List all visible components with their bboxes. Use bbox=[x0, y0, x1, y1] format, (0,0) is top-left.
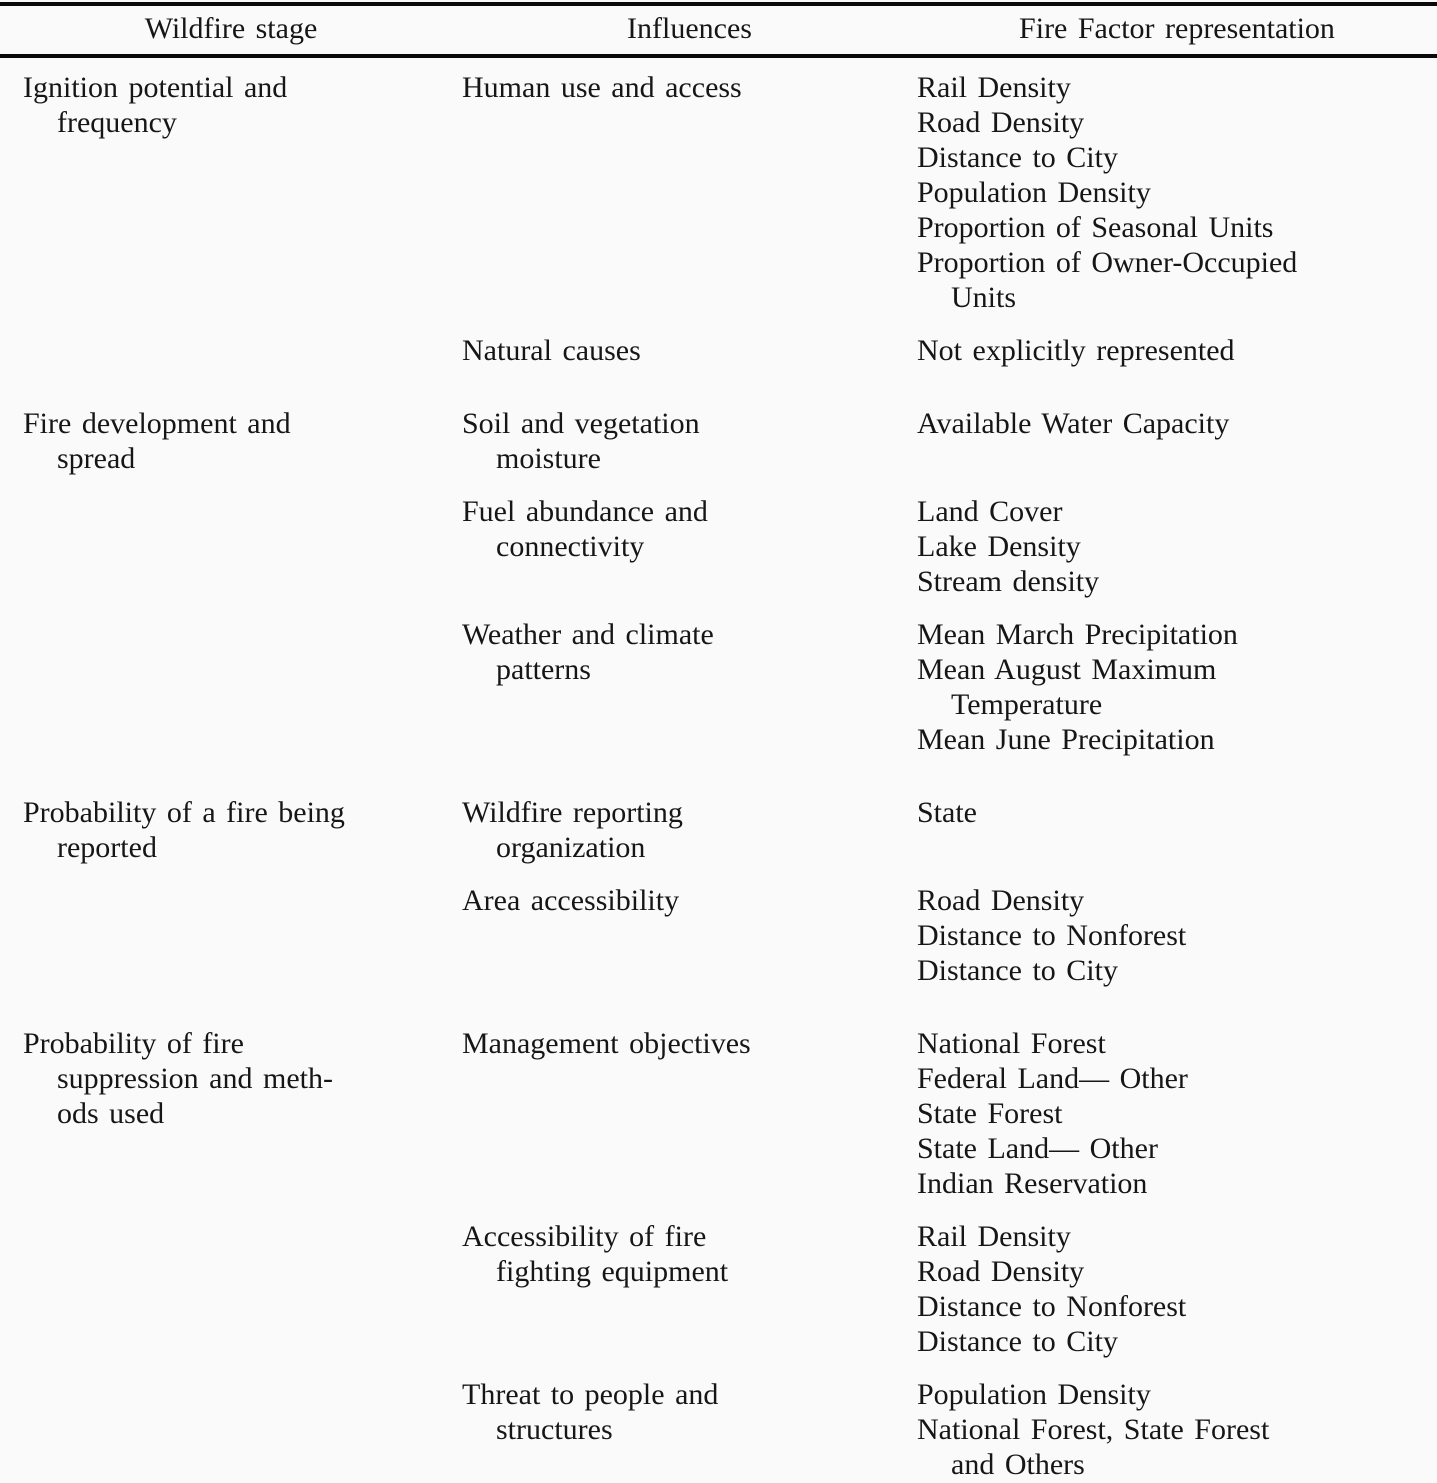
fire-factor-cell bbox=[917, 883, 1437, 988]
wildfire-stage-cell bbox=[0, 795, 462, 865]
fire-factor-line: Mean March Precipitation bbox=[917, 618, 1238, 651]
influence-cell bbox=[462, 1026, 917, 1201]
influence-line: Fuel abundance and bbox=[462, 495, 708, 528]
fire-factor-cell bbox=[917, 1377, 1437, 1482]
stage-group bbox=[0, 70, 1437, 368]
fire-factor-cell bbox=[917, 1219, 1437, 1359]
influence-cell bbox=[462, 406, 917, 476]
fire-factor-line: Mean June Precipitation bbox=[917, 723, 1215, 756]
influence-line: structures bbox=[496, 1413, 613, 1446]
fire-factor-line: and Others bbox=[951, 1448, 1085, 1481]
influence-line: patterns bbox=[496, 653, 591, 686]
influence-line: organization bbox=[496, 831, 646, 864]
influence-line: Threat to people and bbox=[462, 1378, 719, 1411]
fire-factor-line: Distance to City bbox=[917, 954, 1118, 987]
fire-factor-line: National Forest, State Forest bbox=[917, 1413, 1270, 1446]
fire-factor-line: Population Density bbox=[917, 1378, 1151, 1411]
influence-cell bbox=[462, 883, 917, 988]
fire-factor-line: Rail Density bbox=[917, 1220, 1071, 1253]
fire-factor-line: Road Density bbox=[917, 106, 1085, 139]
table-body bbox=[0, 58, 1437, 1482]
fire-factor-cell bbox=[917, 1026, 1437, 1201]
influence-cell bbox=[462, 617, 917, 757]
influence-line: fighting equipment bbox=[496, 1255, 729, 1288]
stage-group bbox=[0, 406, 1437, 757]
influence-line: Weather and climate bbox=[462, 618, 714, 651]
fire-factor-line: Lake Density bbox=[917, 530, 1081, 563]
influence-line: connectivity bbox=[496, 530, 645, 563]
fire-factor-line: State bbox=[917, 796, 977, 829]
header-fire-factor-representation: Fire Factor representation bbox=[1019, 12, 1335, 45]
fire-factor-cell bbox=[917, 795, 1437, 865]
influence-line: Accessibility of fire bbox=[462, 1220, 707, 1253]
fire-factor-line: Not explicitly represented bbox=[917, 334, 1235, 367]
fire-factor-cell bbox=[917, 406, 1437, 476]
influence-line: Soil and vegetation bbox=[462, 407, 700, 440]
fire-factor-cell bbox=[917, 333, 1437, 368]
wildfire-stage-line: reported bbox=[57, 831, 157, 864]
fire-factor-line: Stream density bbox=[917, 565, 1100, 598]
wildfire-stage-line: frequency bbox=[57, 106, 177, 139]
influence-cell bbox=[462, 1377, 917, 1482]
fire-factor-cell bbox=[917, 617, 1437, 757]
fire-factor-line: Units bbox=[951, 281, 1017, 314]
fire-factor-line: National Forest bbox=[917, 1027, 1106, 1060]
header-wildfire-stage: Wildfire stage bbox=[144, 12, 318, 45]
influence-line: Natural causes bbox=[462, 334, 641, 367]
fire-factor-cell bbox=[917, 494, 1437, 599]
influence-line: Area accessibility bbox=[462, 884, 680, 917]
fire-factor-line: Proportion of Seasonal Units bbox=[917, 211, 1274, 244]
wildfire-stage-line: Probability of a fire being bbox=[23, 796, 345, 829]
stage-group bbox=[0, 1026, 1437, 1482]
fire-factor-line: Road Density bbox=[917, 884, 1085, 917]
fire-factor-line: Indian Reservation bbox=[917, 1167, 1148, 1200]
influence-line: Management objectives bbox=[462, 1027, 751, 1060]
wildfire-stage-line: suppression and meth- bbox=[57, 1062, 333, 1095]
fire-factor-line: Distance to City bbox=[917, 1325, 1118, 1358]
influence-cell bbox=[462, 1219, 917, 1359]
fire-factor-line: Federal Land— Other bbox=[917, 1062, 1188, 1095]
fire-factor-line: Road Density bbox=[917, 1255, 1085, 1288]
influence-line: Wildfire reporting bbox=[462, 796, 683, 829]
influence-cell bbox=[462, 795, 917, 865]
wildfire-stage-cell bbox=[0, 406, 462, 476]
influence-line: moisture bbox=[496, 442, 601, 475]
table-header-row bbox=[0, 6, 1437, 54]
wildfire-stage-line: Fire development and bbox=[23, 407, 291, 440]
fire-factor-line: Proportion of Owner-Occupied bbox=[917, 246, 1298, 279]
fire-factor-line: Available Water Capacity bbox=[917, 407, 1230, 440]
fire-factor-line: Distance to Nonforest bbox=[917, 919, 1187, 952]
fire-factor-line: Mean August Maximum bbox=[917, 653, 1217, 686]
wildfire-stage-line: spread bbox=[57, 442, 136, 475]
influence-cell bbox=[462, 333, 917, 368]
wildfire-stage-line: Probability of fire bbox=[23, 1027, 244, 1060]
wildfire-stage-cell bbox=[0, 1026, 462, 1201]
fire-factor-line: Distance to Nonforest bbox=[917, 1290, 1187, 1323]
wildfire-stage-line: ods used bbox=[57, 1097, 165, 1130]
fire-factor-line: Temperature bbox=[951, 688, 1103, 721]
wildfire-stage-line: Ignition potential and bbox=[23, 71, 288, 104]
influence-cell bbox=[462, 70, 917, 315]
fire-factor-line: Population Density bbox=[917, 176, 1151, 209]
wildfire-stage-cell bbox=[0, 70, 462, 315]
fire-factor-line: Rail Density bbox=[917, 71, 1071, 104]
fire-factor-line: Land Cover bbox=[917, 495, 1063, 528]
fire-factor-cell bbox=[917, 70, 1437, 315]
influence-cell bbox=[462, 494, 917, 599]
stage-group bbox=[0, 795, 1437, 988]
fire-factor-line: State Forest bbox=[917, 1097, 1063, 1130]
influence-line: Human use and access bbox=[462, 71, 742, 104]
fire-factor-line: State Land— Other bbox=[917, 1132, 1158, 1165]
header-influences: Influences bbox=[627, 12, 752, 45]
fire-factor-line: Distance to City bbox=[917, 141, 1118, 174]
